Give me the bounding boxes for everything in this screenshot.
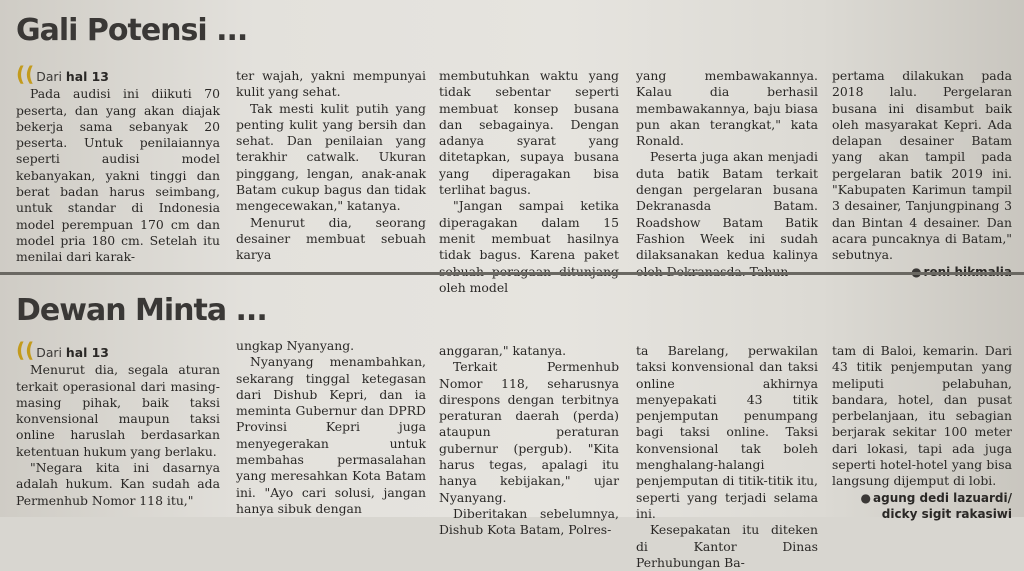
- article1-column-2: [236, 68, 426, 264]
- article2-paragraph: "Negara kita ini dasarnya adalah hukum. Kan sudah ada Permenhub Nomor 118 itu,": [16, 460, 220, 508]
- article1-paragraph: "Jangan sampai ketika diperagakan dalam 15 menit membuat hasilnya tidak bagus. Karena paket oleh model: [439, 198, 619, 295]
- article2-headline: Dewan Minta ...: [16, 293, 267, 328]
- article2-paragraph: Menurut dia, segala aturan terkait operasional dari masing-masing pihak, baik taksi konvensional maupun taksi online haruslah berdasarkan ketentuan hukum yang berlaku.: [16, 362, 220, 459]
- article2-paragraph: tam di Baloi, kemarin. Dari 43 titik penjemputan yang meliputi pelabuhan, bandara, hotel, dan pusat perbelanjaan, itu sebagian berjarak sekitar 100 meter dari lokasi, tapi ada juga seperti hotel-hotel yang bisa langsung dijemput di lobi.: [832, 343, 1012, 489]
- bullet-icon: ●: [860, 490, 871, 505]
- quote-mark-icon: ((: [16, 62, 35, 86]
- article1-paragraph: pertama dilakukan pada 2018 lalu. Pergelaran busana ini disambut baik oleh masyarakat Kepri. Ada delapan desainer Batam yang akan tampil pada pergelaran batik 2019 ini. "Kabupaten Karimun tampil 3 desainer, Tanjungpinang 3 dan Bintan 4 desainer. Dan acara puncaknya di Batam," sebutnya.: [832, 68, 1012, 263]
- article2-paragraph: Terkait Permenhub Nomor 118, seharusnya direspons dengan terbitnya peraturan daerah (perda) ataupun peraturan gubernur (pergub). "Kita harus tegas, apalagi itu hanya kebijakan," ujar Nyanyang.: [439, 359, 619, 505]
- article2-column-2: [236, 338, 426, 517]
- article2-column-3: [439, 343, 619, 539]
- article1-paragraph: Pada audisi ini diikuti 70 peserta, dan yang akan diajak bekerja sama sebanyak 20 peserta. Untuk penilaiannya seperti audisi model kebanyakan, yakni tinggi dan berat badan harus seimbang, untuk standar di Indonesia model perempuan 170 cm dan model pria 180 cm. Setelah itu menilai dari karak-: [16, 86, 220, 265]
- article2-paragraph: ta Barelang, perwakilan taksi konvensional dan taksi online akhirnya menyepakati 43 titik penjemputan penumpang bagi taksi online. Taksi konvensional tak boleh menghalang-halangi penjemputan di titik-titik itu, seperti yang terjadi selama ini.: [636, 343, 818, 521]
- article2-column-4: [636, 343, 818, 571]
- article1-paragraph: Peserta juga akan menjadi duta batik Batam terkait dengan pergelaran busana Dekranasda Batam. Roadshow Batam Batik Fashion Week ini sudah dilaksanakan kedua kalinya: [636, 149, 818, 263]
- article1-column-3: [439, 68, 619, 296]
- article2-column-5: [832, 343, 1012, 522]
- article2-paragraph: anggaran," katanya.: [439, 343, 567, 358]
- article1-paragraph: Menurut dia, seorang desainer membuat sebuah karya: [236, 214, 426, 263]
- article2-paragraph: Nyanyang menambahkan, sekarang tinggal ketegasan dari Dishub Kepri, dan ia meminta Gubernur dan DPRD Provinsi Kepri juga menyegerakan untuk membahas permasalahan yang meresahkan Kota Batam ini. "Ayo cari solusi, jangan hanya sibuk dengan: [236, 354, 426, 516]
- article2-paragraph: Kesepakatan itu diteken di Kantor Dinas Perhubungan Ba-: [636, 522, 818, 570]
- article1-column-4: [636, 68, 818, 280]
- article1-continuation-kicker: (( Dari hal 13: [16, 62, 109, 86]
- article2-byline: ● agung dedi lazuardi/ dicky sigit rakasiwi: [860, 490, 1012, 521]
- article1-paragraph: yang membawakannya. Kalau dia berhasil membawakannya, baju biasa pun akan terangkat," kata Ronald.: [636, 68, 818, 149]
- article1-paragraph: ter wajah, yakni mempunyai kulit yang sehat.: [236, 68, 426, 100]
- article1-paragraph: Tak mesti kulit putih yang penting kulit yang bersih dan sehat. Dan penilaian yang terakhir catwalk. Ukuran pinggang, lengan, anak-anak Batam cukup bagus dan tidak mengecewakan," katanya.: [236, 100, 426, 214]
- article1-column-1: [16, 62, 220, 266]
- article2-column-1: [16, 338, 220, 509]
- article2-continuation-kicker: (( Dari hal 13: [16, 338, 109, 362]
- article1-column-5: [832, 68, 1012, 280]
- article1-paragraph: membutuhkan waktu yang tidak sebentar seperti membuat konsep busana dan sebagainya. Dengan adanya syarat yang ditetapkan, supaya busana yang diperagakan bisa terlihat bagus.: [439, 68, 619, 198]
- article2-paragraph: ungkap Nyanyang.: [236, 338, 355, 353]
- article2-paragraph: Diberitakan sebelumnya, Dishub Kota Batam, Polres-: [439, 505, 619, 538]
- quote-mark-icon: ((: [16, 338, 35, 362]
- section-divider: [0, 272, 1024, 275]
- article1-headline: Gali Potensi ...: [16, 13, 248, 48]
